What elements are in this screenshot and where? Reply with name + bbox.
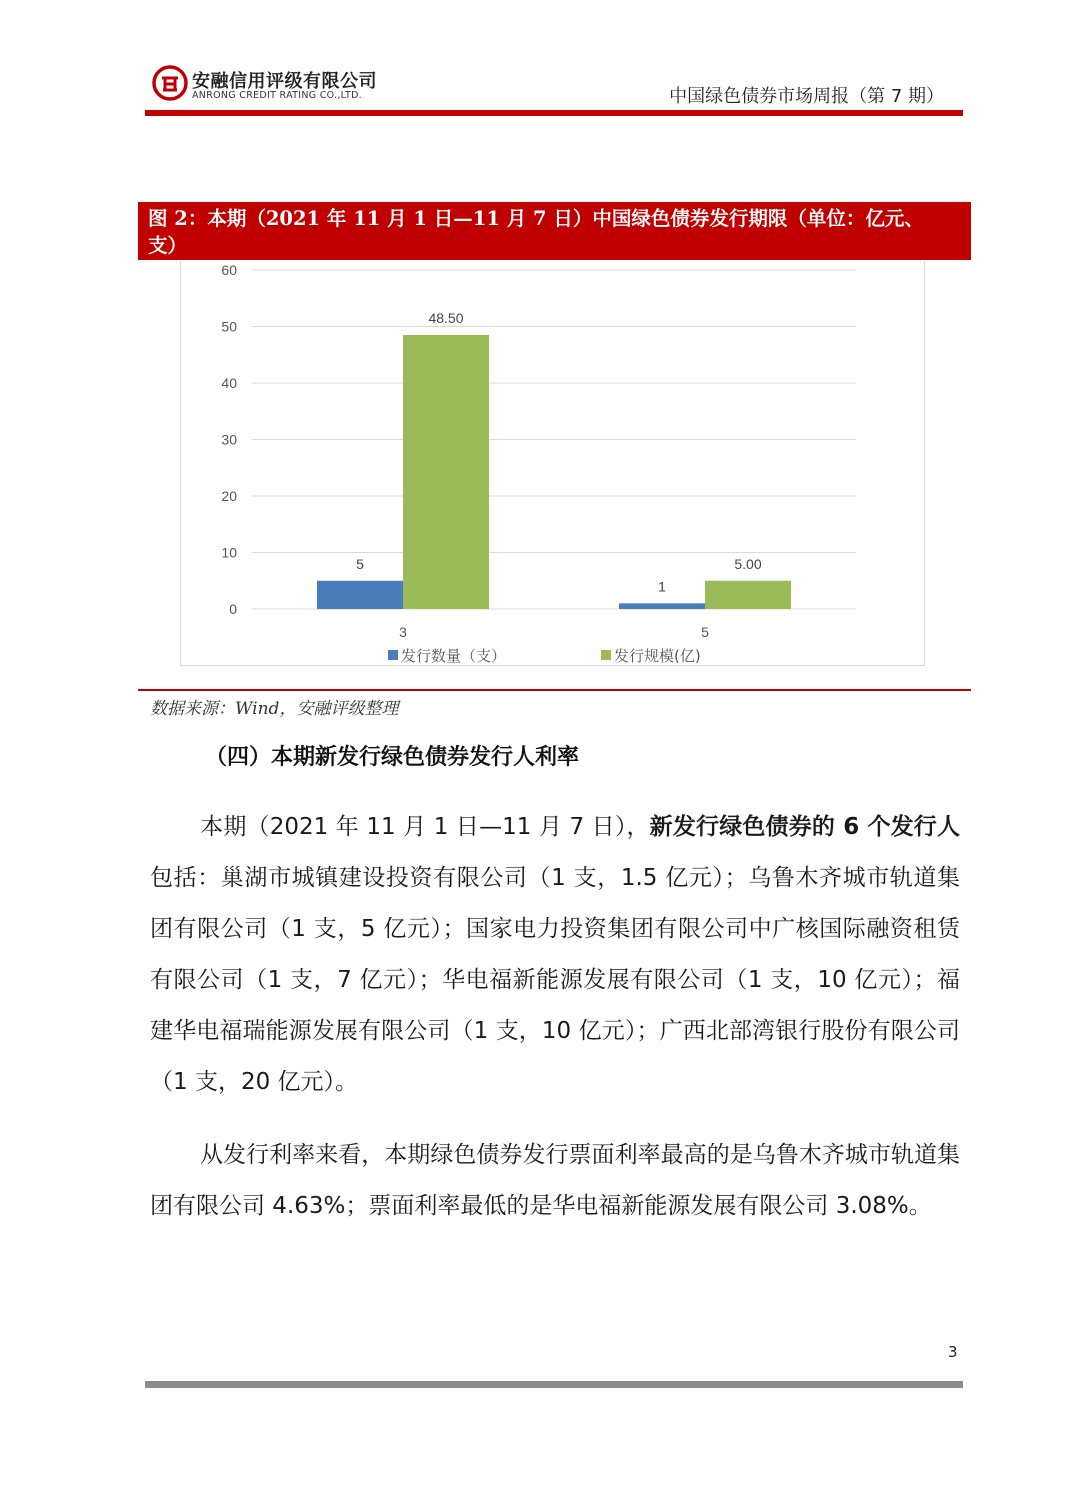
data-label: 48.50	[428, 309, 464, 326]
y-tick-label: 0	[229, 601, 237, 617]
chart-bar	[317, 581, 403, 609]
figure-source-note: 数据来源：Wind，安融评级整理	[150, 699, 399, 719]
report-title: 中国绿色债券市场周报（第 7 期）	[669, 86, 944, 107]
company-name: 安融信用评级有限公司	[192, 71, 377, 92]
section-heading: （四）本期新发行绿色债券发行人利率	[205, 745, 580, 770]
data-label: 5.00	[734, 555, 762, 572]
company-name-english: ANRONG CREDIT RATING CO.,LTD.	[192, 90, 363, 101]
page-number: 3	[948, 1343, 958, 1361]
data-label: 1	[658, 578, 666, 595]
y-tick-label: 10	[221, 544, 237, 561]
legend-label: 发行规模(亿)	[614, 647, 701, 665]
figure-title: 图 2：本期（2021 年 11 月 1 日—11 月 7 日）中国绿色债券发行期限（单位：亿元、支）	[148, 207, 924, 257]
y-tick-label: 40	[221, 375, 237, 391]
paragraph-rates	[150, 1130, 960, 1232]
footer-divider	[145, 1381, 963, 1388]
bar-chart	[0, 0, 1079, 690]
source-divider	[138, 689, 971, 691]
y-tick-label: 50	[221, 318, 237, 335]
paragraph-emphasis: 新发行绿色债券的 6 个发行人	[649, 814, 960, 840]
y-tick-label: 60	[221, 262, 237, 278]
y-tick-label: 20	[221, 488, 237, 504]
paragraph-issuers	[150, 802, 960, 1108]
chart-bar	[705, 581, 791, 609]
paragraph-rates-text: 从发行利率来看，本期绿色债券发行票面利率最高的是乌鲁木齐城市轨道集团有限公司 4.63%；票面利率最低的是华电福新能源发展有限公司 3.08%。	[150, 1142, 960, 1219]
x-tick-label: 5	[701, 624, 709, 640]
chart-bar	[619, 603, 705, 609]
y-tick-label: 30	[221, 431, 237, 448]
data-label: 5	[356, 555, 364, 572]
x-tick-label: 3	[399, 624, 407, 640]
legend-swatch	[601, 650, 611, 660]
legend-swatch	[388, 650, 398, 660]
legend-label: 发行数量（支）	[401, 647, 507, 665]
paragraph-body: 包括：巢湖市城镇建设投资有限公司（1 支，1.5 亿元）；乌鲁木齐城市轨道集团有限公司（1 支，5 亿元）；国家电力投资集团有限公司中广核国际融资租赁有限公司（1 支，7 亿元）；华电福新能源发展有限公司（1 支，10 亿元）；福建华电福瑞能源发展有限公司（1 支，10 亿元）；广西北部湾银行股份有限公司（1 支，20 亿元）。	[150, 865, 960, 1095]
paragraph-lead: 本期（2021 年 11 月 1 日—11 月 7 日），	[200, 814, 650, 840]
chart-bar	[403, 335, 489, 609]
